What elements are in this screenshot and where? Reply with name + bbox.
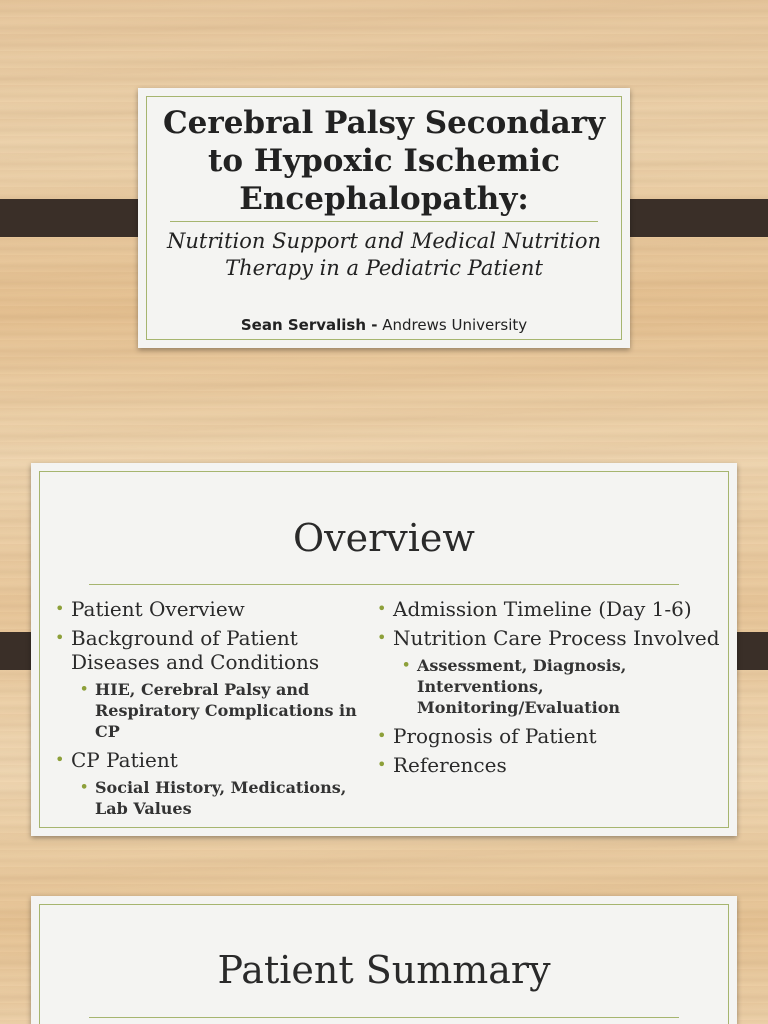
bullet-text: Background of Patient Diseases and Conditions	[71, 626, 320, 674]
bullet-item	[55, 597, 373, 621]
bullet-item	[55, 626, 373, 674]
overview-left-column	[55, 597, 373, 825]
slide-title: Patient Summary	[217, 948, 551, 992]
title-divider	[170, 221, 598, 222]
bullet-text: Assessment, Diagnosis, Interventions, Monitoring/Evaluation	[417, 656, 627, 717]
bullet-text: CP Patient	[71, 748, 178, 772]
bullet-icon: •	[402, 658, 411, 673]
bullet-item	[377, 626, 723, 650]
bullet-icon: •	[55, 599, 65, 618]
ribbon-left-1	[0, 199, 155, 237]
title-divider	[89, 584, 679, 585]
bullet-item	[55, 748, 373, 772]
patient-summary-slide[interactable]	[31, 896, 737, 1024]
author-affiliation: Andrews University	[382, 316, 528, 334]
author-name: Sean Servalish -	[240, 316, 378, 334]
bullet-text: Patient Overview	[71, 597, 245, 621]
sub-bullet-item	[377, 655, 723, 718]
bullet-text: Social History, Medications, Lab Values	[95, 778, 347, 818]
ribbon-right-1	[612, 199, 768, 237]
slide-subtitle: Nutrition Support and Medical Nutrition Therapy in a Pediatric Patient	[166, 229, 602, 280]
slide-title: Overview	[293, 516, 475, 560]
bullet-text: Prognosis of Patient	[393, 724, 597, 748]
overview-slide[interactable]	[31, 463, 737, 836]
bullet-text: References	[393, 753, 507, 777]
bullet-icon: •	[55, 628, 65, 647]
bullet-text: Nutrition Care Process Involved	[393, 626, 720, 650]
bullet-icon: •	[377, 599, 387, 618]
bullet-item	[377, 753, 723, 777]
bullet-icon: •	[377, 755, 387, 774]
bullet-icon: •	[80, 682, 89, 697]
slide-title: Cerebral Palsy Secondary to Hypoxic Ischemic Encephalopathy:	[162, 105, 606, 217]
bullet-icon: •	[55, 750, 65, 769]
sub-bullet-item	[55, 777, 373, 819]
author-line	[148, 316, 620, 334]
bullet-item	[377, 597, 723, 621]
bullet-text: Admission Timeline (Day 1-6)	[393, 597, 692, 621]
bullet-icon: •	[377, 628, 387, 647]
title-divider	[89, 1017, 679, 1018]
bullet-item	[377, 724, 723, 748]
bullet-icon: •	[377, 726, 387, 745]
bullet-icon: •	[80, 780, 89, 795]
overview-right-column	[377, 597, 723, 782]
sub-bullet-item	[55, 679, 373, 742]
title-slide[interactable]	[138, 88, 630, 348]
bullet-text: HIE, Cerebral Palsy and Respiratory Complications in CP	[95, 680, 357, 741]
